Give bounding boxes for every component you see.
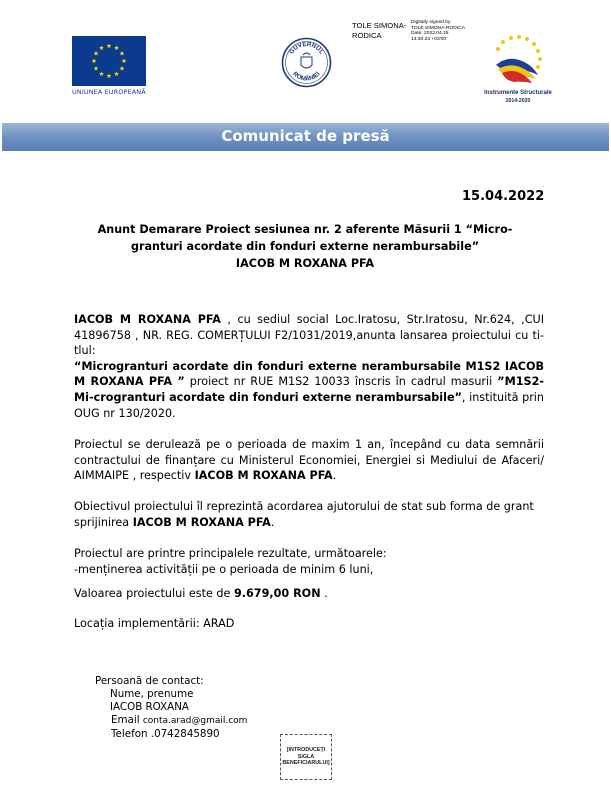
paragraph-text: , cu sediul social Loc.Iratosu, Str.Iratosu, Nr.624, ,CUI 41896758 , NR. REG. COMERȚULUI F2/1031/2019,anunta lansarea proiectului cu ti-tlul: [74,313,544,358]
project-title: “Microgranturi acordate din fonduri externe nerambursabile M1S2 IACOB M ROXANA PFA ” [74,359,544,389]
paragraph-text: , instituită prin OUG nr 130/2020. [74,390,544,420]
value-label: Valoarea proiectului este de [74,587,234,600]
contact-phone-row [95,728,247,741]
announcement-line-3: IACOB M ROXANA PFA [235,257,375,270]
company-name: IACOB M ROXANA PFA [194,469,333,483]
phone-label: Telefon [111,728,151,740]
contact-block [95,675,247,741]
value-suffix: . [320,587,328,600]
signature-details [411,20,471,43]
results-item: -menținerea activității pe o perioada de minim 6 luni, [74,562,374,576]
announcement-line-1: Anunt Demarare Proiect sesiunea nr. 2 aferente Măsurii 1 “Micro- [97,223,513,236]
government-seal-logo [281,37,332,88]
results-heading: Proiectul are printre principalele rezultate, următoarele: [74,547,387,560]
banner-title: Comunicat de presă [221,127,390,145]
location-value: ARAD [203,617,235,630]
announcement-heading [70,221,540,272]
measure-name: ”M1S2-Mi-crogranturi acordate din fonduri externe nerambursabile” [74,375,545,404]
eu-star-icon [94,66,99,71]
contact-name-label: Nume, prenume [110,688,194,700]
eu-star-icon [122,58,127,63]
eu-star-icon [99,45,104,50]
eu-star-icon [94,51,99,56]
eu-flag-logo [72,36,146,86]
contact-phone: .0742845890 [150,728,220,740]
paragraph-location [74,616,544,632]
press-release-banner [2,123,609,151]
contact-email-row [95,714,247,728]
eu-star-icon [120,51,125,56]
eu-star-icon [107,43,112,48]
paragraph-text: Proiectul se derulează pe o perioada de maxim 1 an, începând cu data semnării contractului de finanțare cu Ministerul Economiei, Energiei si Mediului de Afaceri/ AIMMAIPE , respectiv [74,438,544,483]
contact-email: conta.arad@gmail.com [142,716,248,726]
signature-line: 14:30:23 +03'00' [411,37,447,43]
email-label: Email [111,714,143,726]
instrumente-structurale-logo [488,35,546,89]
press-date: 15.04.2022 [462,189,545,204]
signature-line: TOLE SIMONA-RODICA [411,25,465,31]
eu-star-icon [107,73,112,78]
eu-star-icon [92,58,97,63]
paragraph-duration [74,437,544,484]
contact-name-value: IACOB ROXANA [110,701,189,713]
eu-star-icon [99,71,104,76]
paragraph-intro [74,312,544,421]
location-label: Locația implementării: [74,617,204,630]
eu-star-icon [114,45,119,50]
contact-heading: Persoană de contact: [95,675,204,687]
paragraph-objective [74,499,544,530]
eu-caption: UNIUNEA EUROPEANĂ [72,88,146,96]
company-name: IACOB M ROXANA PFA [74,313,221,326]
signature-line: Digitally signed by [411,20,451,25]
eu-stars-icon [72,36,146,86]
company-name: IACOB M ROXANA PFA [132,515,271,529]
project-value: 9.679,00 RON [233,587,321,600]
paragraph-text: proiect nr RUE M1S2 10033 înscris în cadrul masurii [184,375,498,389]
seal-top-text: GUVERNUL [287,40,326,56]
eu-star-icon [120,66,125,71]
paragraph-text: . [332,469,337,483]
instrumente-years: 2014-2020 [505,98,531,104]
paragraph-results [74,546,544,577]
eu-star-icon [114,71,119,76]
signature-line: Date: 2022.04.15 [411,31,449,37]
paragraph-text: Obiectivul proiectului îl reprezintă acordarea ajutorului de stat sub forma de grant sprijinirea [74,500,534,529]
announcement-line-2: granturi acordate din fonduri externe nerambursabile” [130,240,480,253]
beneficiary-logo-placeholder: [INTRODUCEȚI SIGLA BENEFICIARULUI] [280,734,332,780]
instrumente-title: Instrumente Structurale [484,90,552,96]
seal-bottom-text: ROMÂNIEI [291,70,322,83]
paragraph-text: . [270,515,275,529]
signature-name: TOLE SIMONA-RODICA [352,21,407,40]
paragraph-value [74,586,544,602]
